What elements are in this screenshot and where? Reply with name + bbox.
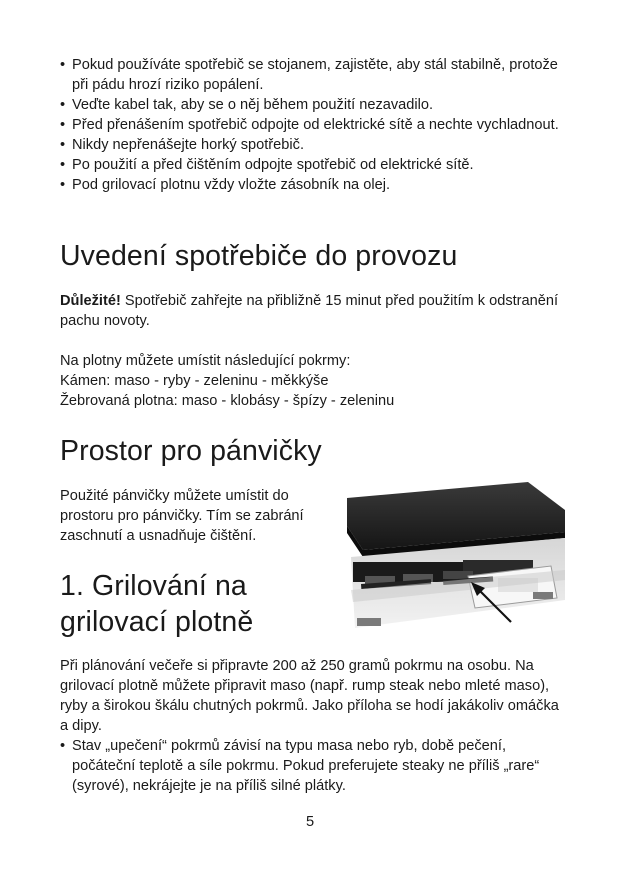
raclette-grill-photo — [343, 480, 565, 636]
important-label: Důležité! — [60, 293, 121, 309]
stone-dishes: Kámen: maso - ryby - zeleninu - měkkýše — [60, 373, 329, 389]
section-heading-grilling-line2: grilovací plotně — [60, 606, 254, 638]
list-item: • Před přenášením spotřebič odpojte od elektrické sítě a nechte vychladnout. — [60, 115, 565, 135]
dishes-intro: Na plotny můžete umístit následující pokrmy: — [60, 353, 351, 369]
list-item: • Pokud používáte spotřebič se stojanem, zajistěte, aby stál stabilně, protože při pádu hrozí riziko popálení. — [60, 55, 565, 95]
list-item: • Pod grilovací plotnu vždy vložte zásobník na olej. — [60, 175, 565, 195]
section-heading-startup: Uvedení spotřebiče do provozu — [60, 240, 458, 272]
page-number: 5 — [305, 814, 315, 830]
list-item: • Stav „upečení“ pokrmů závisí na typu masa nebo ryb, době pečení, počáteční teplotě a síle pokrmu. Pokud preferujete steaky ne příliš „rare“ (syrové), nekrájejte je na příliš silné plátky. — [60, 736, 565, 796]
list-item: • Veďte kabel tak, aby se o něj během použití nezavadilo. — [60, 95, 565, 115]
important-note — [60, 291, 565, 331]
pan-storage-text: Použité pánvičky můžete umístit do prostoru pro pánvičky. Tím se zabrání zaschnutí a usnadňuje čištění. — [60, 488, 304, 544]
list-item: • Po použití a před čištěním odpojte spotřebič od elektrické sítě. — [60, 155, 565, 175]
safety-list — [60, 55, 565, 195]
grilling-list — [60, 736, 565, 796]
section-heading-grilling-line1: 1. Grilování na — [60, 570, 247, 602]
important-text: Spotřebič zahřejte na přibližně 15 minut před použitím k odstranění pachu novoty. — [60, 293, 559, 329]
list-item: • Nikdy nepřenášejte horký spotřebič. — [60, 135, 565, 155]
ribbed-dishes: Žebrovaná plotna: maso - klobásy - špízy - zeleninu — [60, 393, 395, 409]
grilling-text: Při plánování večeře si připravte 200 až 250 gramů pokrmu na osobu. Na grilovací plotně můžete připravit maso (např. rump steak nebo mleté maso), ryby a širokou škálu chutných pokrmů. Jako příloha se hodí jakákoliv omáčka a dipy. — [60, 658, 559, 734]
section-heading-pan-storage: Prostor pro pánvičky — [60, 435, 322, 467]
